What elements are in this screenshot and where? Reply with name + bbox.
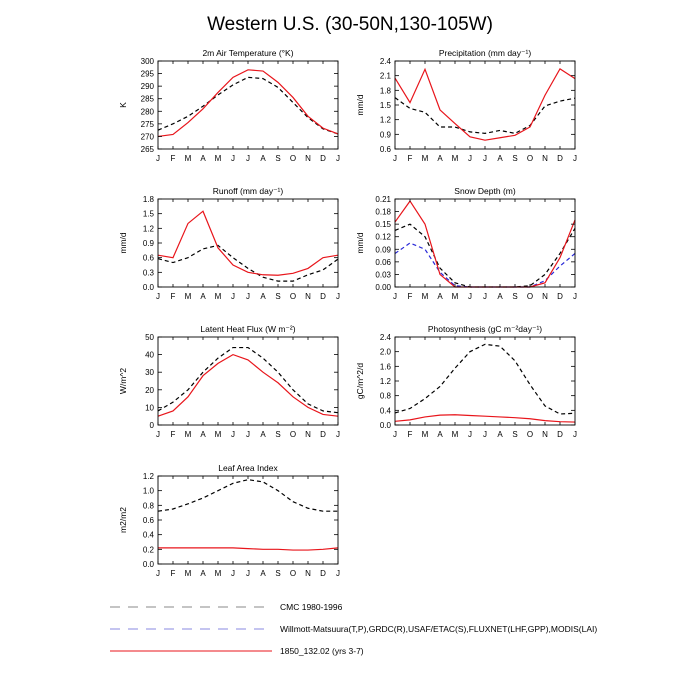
y-tick-label: 1.0	[142, 486, 154, 496]
x-tick-label: D	[320, 292, 326, 301]
x-tick-label: J	[156, 569, 160, 578]
x-tick-label: A	[437, 430, 443, 439]
x-tick-label: A	[200, 154, 206, 163]
y-tick-label: 270	[140, 132, 154, 142]
y-axis-label: m2/m2	[118, 507, 128, 533]
x-tick-label: J	[483, 292, 487, 301]
x-tick-label: M	[214, 292, 222, 301]
y-tick-label: 2.1	[379, 71, 391, 81]
y-tick-label: 1.8	[142, 195, 154, 204]
x-tick-label: J	[156, 292, 160, 301]
y-tick-label: 1.2	[142, 472, 154, 481]
y-tick-label: 275	[140, 119, 154, 129]
x-tick-label: J	[246, 569, 250, 578]
y-axis-label: mm/d	[355, 232, 365, 254]
y-tick-label: 0.0	[142, 560, 154, 569]
x-tick-label: M	[184, 430, 192, 439]
x-tick-label: J	[231, 569, 235, 578]
x-tick-label: J	[468, 430, 472, 439]
x-tick-label: M	[184, 292, 192, 301]
x-tick-label: J	[336, 292, 340, 301]
y-tick-label: 1.8	[379, 86, 391, 96]
y-tick-label: 0.8	[379, 391, 391, 401]
x-tick-label: J	[573, 292, 577, 301]
y-tick-label: 50	[145, 333, 154, 342]
x-tick-label: F	[170, 569, 176, 578]
figure-title: Western U.S. (30-50N,130-105W)	[207, 14, 493, 35]
x-tick-label: J	[573, 430, 577, 439]
x-tick-label: F	[170, 292, 176, 301]
x-tick-label: O	[289, 430, 297, 439]
x-tick-label: J	[336, 154, 340, 163]
x-tick-label: J	[246, 292, 250, 301]
y-tick-label: 0.09	[375, 245, 391, 255]
y-tick-label: 1.6	[379, 362, 391, 372]
series-line-3	[395, 201, 575, 287]
series-line-1	[158, 348, 338, 413]
x-tick-label: A	[260, 292, 266, 301]
chart-panel-2	[355, 48, 577, 163]
x-tick-label: A	[497, 154, 503, 163]
chart-title: Runoff (mm day⁻¹)	[212, 186, 284, 196]
y-tick-label: 280	[140, 107, 154, 117]
y-tick-label: 0.9	[379, 130, 391, 140]
x-tick-label: J	[246, 154, 250, 163]
x-tick-label: J	[336, 569, 340, 578]
x-tick-label: M	[214, 569, 222, 578]
y-tick-label: 0.9	[142, 239, 154, 248]
x-tick-label: M	[214, 430, 222, 439]
x-tick-label: D	[557, 154, 563, 163]
x-tick-label: M	[451, 154, 459, 163]
panels	[118, 48, 577, 578]
x-tick-label: A	[497, 292, 503, 301]
chart-title: Leaf Area Index	[218, 463, 278, 473]
x-tick-label: A	[260, 154, 266, 163]
x-tick-label: J	[231, 430, 235, 439]
x-tick-label: F	[407, 430, 413, 439]
y-tick-label: 0.6	[142, 253, 154, 263]
y-tick-label: 0.8	[142, 501, 154, 511]
x-tick-label: D	[557, 292, 563, 301]
x-tick-label: M	[184, 154, 192, 163]
y-tick-label: 20	[145, 385, 154, 395]
x-tick-label: D	[320, 430, 326, 439]
y-tick-label: 1.5	[142, 209, 154, 219]
y-tick-label: 300	[140, 57, 154, 66]
y-tick-label: 285	[140, 94, 154, 104]
x-tick-label: O	[289, 154, 297, 163]
y-tick-label: 10	[145, 403, 154, 413]
y-tick-label: 1.2	[379, 115, 391, 125]
legend-label-2: Willmott-Matsuura(T,P),GRDC(R),USAF/ETAC(S),FLUXNET(LHF,GPP),MODIS(LAI)	[280, 624, 598, 634]
x-tick-label: S	[512, 154, 518, 163]
x-tick-label: J	[483, 430, 487, 439]
x-tick-label: M	[451, 292, 459, 301]
y-tick-label: 2.4	[379, 57, 391, 66]
y-axis-label: K	[118, 102, 128, 108]
x-tick-label: A	[437, 292, 443, 301]
series-line-1	[158, 245, 338, 281]
x-tick-label: F	[407, 154, 413, 163]
series-line-1	[395, 344, 575, 414]
y-tick-label: 40	[145, 350, 154, 360]
y-tick-label: 0.4	[379, 406, 391, 416]
y-tick-label: 0.00	[375, 283, 391, 292]
series-line-2	[158, 70, 338, 137]
chart-panel-5	[118, 324, 340, 439]
y-axis-label: mm/d	[355, 94, 365, 116]
y-tick-label: 30	[145, 368, 154, 378]
plot-frame	[158, 61, 338, 149]
series-line-2	[158, 548, 338, 550]
y-tick-label: 0.18	[375, 207, 391, 217]
x-tick-label: J	[573, 154, 577, 163]
y-tick-label: 1.2	[379, 377, 391, 386]
x-tick-label: F	[407, 292, 413, 301]
chart-panel-1	[118, 48, 340, 163]
x-tick-label: D	[320, 569, 326, 578]
y-tick-label: 1.5	[379, 101, 391, 110]
chart-title: Snow Depth (m)	[454, 186, 516, 196]
y-tick-label: 0.2	[142, 545, 154, 555]
legend-label-3: 1850_132.02 (yrs 3-7)	[280, 646, 364, 656]
y-tick-label: 0.6	[142, 516, 154, 525]
y-tick-label: 295	[140, 69, 154, 79]
series-line-2	[395, 415, 575, 422]
x-tick-label: S	[275, 154, 281, 163]
x-tick-label: O	[526, 430, 534, 439]
chart-panel-4	[355, 186, 577, 301]
x-tick-label: O	[526, 154, 534, 163]
x-tick-label: N	[305, 292, 311, 301]
plot-frame	[395, 337, 575, 425]
x-tick-label: S	[275, 292, 281, 301]
chart-panel-3	[118, 186, 340, 301]
y-axis-label: W/m^2	[118, 367, 128, 395]
y-tick-label: 265	[140, 145, 154, 154]
x-tick-label: J	[393, 292, 397, 301]
x-tick-label: M	[214, 154, 222, 163]
x-tick-label: O	[289, 292, 297, 301]
x-tick-label: N	[542, 430, 548, 439]
x-tick-label: M	[184, 569, 192, 578]
y-tick-label: 0.15	[375, 220, 391, 230]
y-tick-label: 0.0	[142, 283, 154, 292]
chart-panel-6	[355, 324, 577, 439]
chart-title: 2m Air Temperature (°K)	[202, 48, 294, 58]
x-tick-label: O	[289, 569, 297, 578]
y-tick-label: 0.3	[142, 268, 154, 278]
x-tick-label: D	[557, 430, 563, 439]
x-tick-label: M	[421, 292, 429, 301]
x-tick-label: N	[542, 154, 548, 163]
plot-frame	[158, 337, 338, 425]
x-tick-label: S	[512, 292, 518, 301]
x-tick-label: S	[275, 430, 281, 439]
y-axis-label: mm/d	[118, 232, 128, 254]
series-line-1	[395, 98, 575, 134]
x-tick-label: J	[483, 154, 487, 163]
x-tick-label: M	[451, 430, 459, 439]
x-tick-label: J	[246, 430, 250, 439]
y-tick-label: 0.21	[375, 195, 391, 204]
legend	[110, 602, 597, 656]
chart-title: Photosynthesis (gC m⁻²day⁻¹)	[427, 324, 543, 334]
series-line-2	[158, 355, 338, 417]
x-tick-label: S	[275, 569, 281, 578]
y-tick-label: 0.4	[142, 530, 154, 540]
x-tick-label: A	[260, 430, 266, 439]
plot-frame	[395, 199, 575, 287]
x-tick-label: J	[156, 430, 160, 439]
x-tick-label: A	[437, 154, 443, 163]
x-tick-label: J	[336, 430, 340, 439]
x-tick-label: A	[497, 430, 503, 439]
chart-title: Precipitation (mm day⁻¹)	[438, 48, 532, 58]
x-tick-label: J	[231, 154, 235, 163]
y-tick-label: 0.6	[379, 145, 391, 154]
y-tick-label: 0.03	[375, 270, 391, 280]
series-line-1	[158, 480, 338, 512]
x-tick-label: A	[260, 569, 266, 578]
plot-frame	[158, 476, 338, 564]
x-tick-label: J	[468, 154, 472, 163]
y-tick-label: 0.0	[379, 421, 391, 430]
x-tick-label: A	[200, 569, 206, 578]
chart-title: Latent Heat Flux (W m⁻²)	[200, 324, 296, 334]
legend-label-1: CMC 1980-1996	[280, 602, 343, 612]
x-tick-label: S	[512, 430, 518, 439]
x-tick-label: N	[305, 569, 311, 578]
x-tick-label: J	[393, 154, 397, 163]
x-tick-label: O	[526, 292, 534, 301]
x-tick-label: N	[542, 292, 548, 301]
y-tick-label: 1.2	[142, 224, 154, 234]
y-tick-label: 0.06	[375, 257, 391, 267]
x-tick-label: F	[170, 154, 176, 163]
y-tick-label: 0	[149, 421, 154, 430]
x-tick-label: M	[421, 430, 429, 439]
y-tick-label: 0.12	[375, 232, 391, 242]
y-tick-label: 2.4	[379, 333, 391, 342]
series-line-2	[158, 211, 338, 275]
y-tick-label: 290	[140, 82, 154, 92]
x-tick-label: A	[200, 430, 206, 439]
x-tick-label: F	[170, 430, 176, 439]
x-tick-label: N	[305, 430, 311, 439]
y-tick-label: 2.0	[379, 347, 391, 357]
x-tick-label: J	[231, 292, 235, 301]
x-tick-label: M	[421, 154, 429, 163]
series-line-2	[395, 243, 575, 287]
x-tick-label: A	[200, 292, 206, 301]
x-tick-label: D	[320, 154, 326, 163]
y-axis-label: gC/m^2/d	[355, 362, 365, 400]
x-tick-label: J	[393, 430, 397, 439]
x-tick-label: N	[305, 154, 311, 163]
x-tick-label: J	[156, 154, 160, 163]
x-tick-label: J	[468, 292, 472, 301]
chart-panel-7	[118, 463, 340, 578]
